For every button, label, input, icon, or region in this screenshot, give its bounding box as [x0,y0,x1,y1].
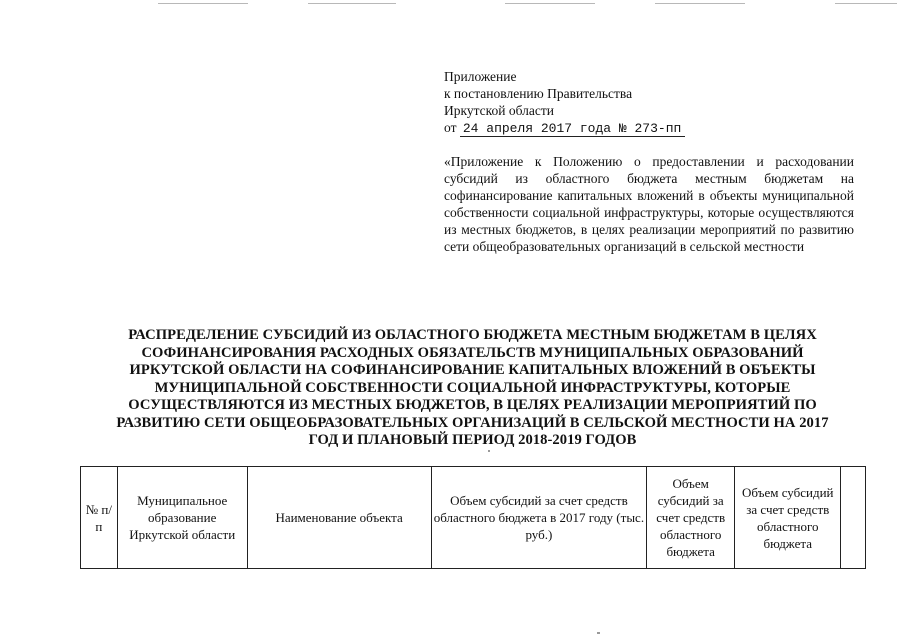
scan-speck [488,450,490,452]
appendix-line: Приложение [444,69,517,84]
scan-speck [597,632,600,634]
header-cell-number: № п/п [81,467,118,569]
header-cell-object-name: Наименование объекта [247,467,431,569]
header-cell-extra [841,467,866,569]
header-cell-subsidy-2017: Объем субсидий за счет средств областного бюджета в 2017 году (тыс. руб.) [431,467,647,569]
scan-artifact-line [835,3,897,4]
scan-artifact-line [158,3,248,4]
sub-appendix-text: «Приложение к Положению о предоставлении и расходовании субсидий из областного бюджета местным бюджетам на софинансирование капитальных вложений в объекты муниципальной собственности социальной инфраструктуры, которые осуществляются из местных бюджетов, в целях реализации мероприятий по развитию сети общеобразовательных организаций в сельской местности [444,154,854,254]
document-title: РАСПРЕДЕЛЕНИЕ СУБСИДИЙ ИЗ ОБЛАСТНОГО БЮДЖЕТА МЕСТНЫМ БЮДЖЕТАМ В ЦЕЛЯХ СОФИНАНСИРОВАНИЯ РАСХОДНЫХ ОБЯЗАТЕЛЬСТВ МУНИЦИПАЛЬНЫХ ОБРАЗОВАНИЙ ИРКУТСКОЙ ОБЛАСТИ НА СОФИНАНСИРОВАНИЕ КАПИТАЛЬНЫХ ВЛОЖЕНИЙ В ОБЪЕКТЫ МУНИЦИПАЛЬНОЙ СОБСТВЕННОСТИ СОЦИАЛЬНОЙ ИНФРАСТРУКТУРЫ, КОТОРЫЕ ОСУЩЕСТВЛЯЮТСЯ ИЗ МЕСТНЫХ БЮДЖЕТОВ, В ЦЕЛЯХ РЕАЛИЗАЦИИ МЕРОПРИЯТИЙ ПО РАЗВИТИЮ СЕТИ ОБЩЕОБРАЗОВАТЕЛЬНЫХ ОРГАНИЗАЦИЙ В СЕЛЬСКОЙ МЕСТНОСТИ НА 2017 ГОД И ПЛАНОВЫЙ ПЕРИОД 2018-2019 ГОДОВ [116,327,829,448]
order-reference [444,119,854,137]
appendix-line: к постановлению Правительства [444,86,633,101]
order-prefix: от [444,120,457,135]
header-cell-municipality: Муниципальное образование Иркутской области [117,467,247,569]
distribution-table [80,466,866,569]
appendix-line: Иркутской области [444,103,555,118]
scan-artifact-line [505,3,595,4]
appendix-block [444,68,854,255]
scan-artifact-line [655,3,745,4]
scan-artifact-line [308,3,396,4]
order-date-number: 24 апреля 2017 года № 273-пп [460,121,685,137]
table-header-row [81,467,866,569]
header-cell-subsidy-2019: Объем субсидий за счет средств областного бюджета [735,467,841,569]
header-cell-subsidy-2018: Объем субсидий за счет средств областного бюджета [647,467,735,569]
